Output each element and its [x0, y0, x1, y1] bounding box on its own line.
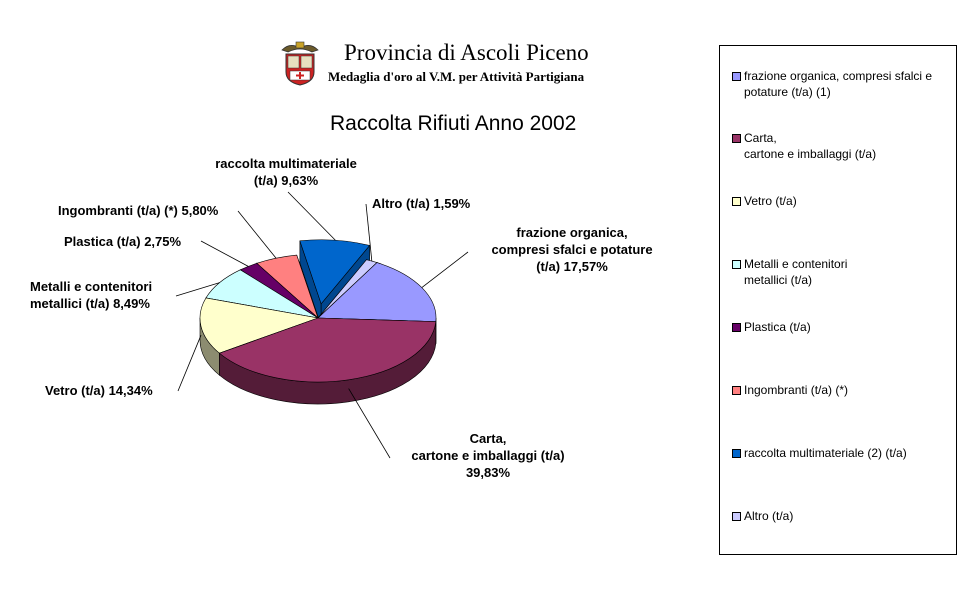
legend-swatch	[732, 260, 741, 269]
legend-label: frazione organica, compresi sfalci e potature (t/a) (1)	[744, 69, 936, 99]
chart-title: Raccolta Rifiuti Anno 2002	[330, 112, 577, 135]
organization-subtitle: Medaglia d'oro al V.M. per Attività Partigiana	[328, 69, 585, 84]
data-label: frazione organica, compresi sfalci e potature (t/a) 17,57%	[491, 225, 653, 274]
leader-line	[178, 335, 201, 391]
data-label: Metalli e contenitori metallici (t/a) 8,49%	[30, 279, 153, 311]
legend-swatch	[732, 323, 741, 332]
data-label: raccolta multimateriale (t/a) 9,63%	[215, 156, 357, 188]
data-label: Carta, cartone e imballaggi (t/a) 39,83%	[411, 431, 565, 480]
legend-label: raccolta multimateriale (2) (t/a)	[744, 446, 907, 460]
legend-label: Ingombranti (t/a) (*)	[744, 383, 849, 397]
legend-swatch	[732, 72, 741, 81]
legend-label: Plastica (t/a)	[744, 320, 811, 334]
legend-swatch	[732, 449, 741, 458]
leader-line	[238, 211, 276, 258]
legend-swatch	[732, 386, 741, 395]
legend-label: Carta, cartone e imballaggi (t/a)	[744, 131, 877, 161]
legend-swatch	[732, 134, 741, 143]
leader-line	[201, 241, 248, 266]
legend-swatch	[732, 197, 741, 206]
legend-label: Vetro (t/a)	[744, 194, 797, 208]
legend-label: Altro (t/a)	[744, 509, 794, 523]
leader-line	[288, 192, 335, 240]
data-label: Vetro (t/a) 14,34%	[45, 383, 153, 398]
legend	[719, 45, 957, 555]
organization-title: Provincia di Ascoli Piceno	[344, 40, 589, 65]
leader-line	[422, 252, 468, 288]
data-label: Ingombranti (t/a) (*) 5,80%	[58, 203, 219, 218]
leader-line	[349, 389, 390, 458]
legend-swatch	[732, 512, 741, 521]
legend-label: Metalli e contenitori metallici (t/a)	[744, 257, 848, 287]
data-label: Altro (t/a) 1,59%	[372, 196, 471, 211]
data-label: Plastica (t/a) 2,75%	[64, 234, 182, 249]
